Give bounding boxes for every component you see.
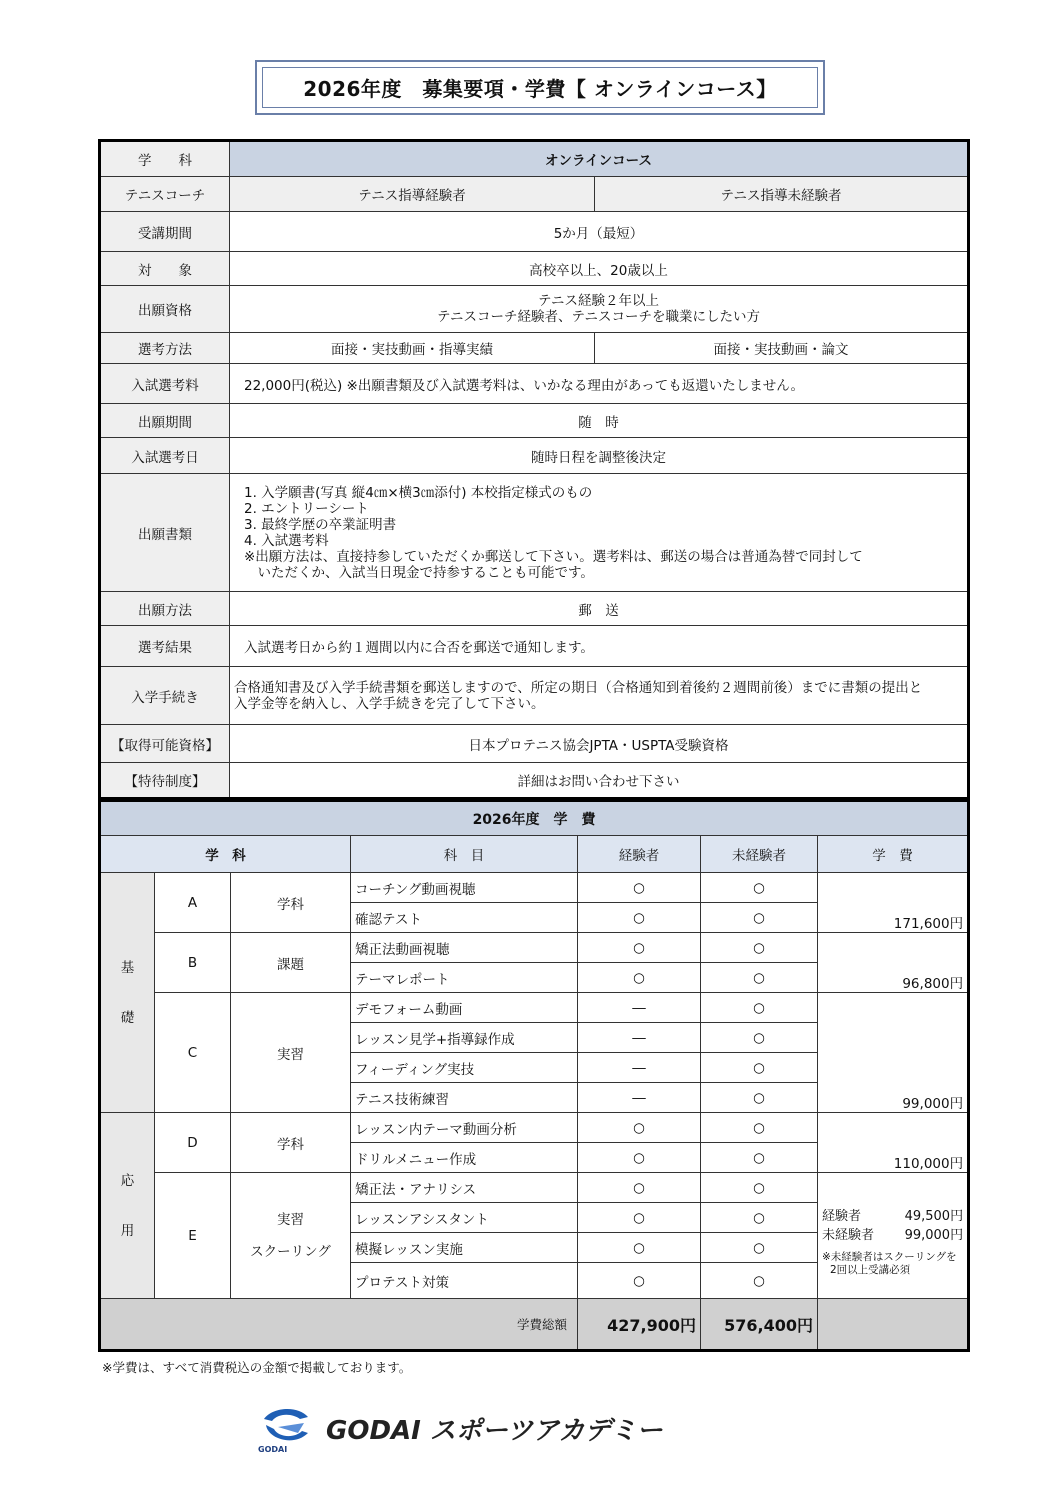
course-label: 学 科 xyxy=(100,141,230,177)
coach-label: テニスコーチ xyxy=(100,177,230,212)
inexperienced-mark: ○ xyxy=(701,1173,818,1203)
subject-cell: コーチング動画視聴 xyxy=(351,873,578,903)
inexperienced-mark: ○ xyxy=(701,1083,818,1113)
exam-date-label: 入試選考日 xyxy=(100,438,230,474)
experienced-mark: ○ xyxy=(578,963,701,993)
subject-cell: 確認テスト xyxy=(351,903,578,933)
experienced-mark: ― xyxy=(578,993,701,1023)
fee-e-exp-label: 経験者 xyxy=(822,1208,862,1224)
block-type-e-line2: スクーリング xyxy=(250,1243,331,1260)
apply-period-value: 随 時 xyxy=(230,404,969,438)
block-code-e: E xyxy=(155,1173,231,1299)
fees-header-course: 学 科 xyxy=(100,836,351,873)
block-code-b: B xyxy=(155,933,231,993)
documents-label: 出願書類 xyxy=(100,474,230,592)
total-empty xyxy=(818,1299,969,1351)
subject-cell: テニス技術練習 xyxy=(351,1083,578,1113)
block-type-e xyxy=(231,1173,351,1299)
result-value: 入試選考日から約１週間以内に合否を郵送で通知します。 xyxy=(230,626,969,667)
document-item: 3. 最終学歴の卒業証明書 xyxy=(244,516,397,533)
special-value: 詳細はお問い合わせ下さい xyxy=(230,763,969,799)
fee-e-note-line: 2回以上受講必須 xyxy=(830,1263,911,1276)
result-label: 選考結果 xyxy=(100,626,230,667)
inexperienced-mark: ○ xyxy=(701,963,818,993)
fees-header-subject: 科 目 xyxy=(351,836,578,873)
experienced-mark: ○ xyxy=(578,1113,701,1143)
fees-header-experienced: 経験者 xyxy=(578,836,701,873)
exam-fee-value: 22,000円(税込) ※出願書類及び入試選考料は、いかなる理由があっても返還いたしません。 xyxy=(230,364,969,404)
logo-small-text: GODAI xyxy=(258,1445,288,1454)
apply-period-label: 出願期間 xyxy=(100,404,230,438)
footnote: ※学費は、すべて消費税込の金額で掲載しております。 xyxy=(102,1360,412,1375)
course-value: オンラインコース xyxy=(230,141,969,177)
inexperienced-mark: ○ xyxy=(701,1203,818,1233)
fees-table xyxy=(98,799,970,1352)
fee-a: 171,600円 xyxy=(818,873,969,933)
subject-cell: 矯正法動画視聴 xyxy=(351,933,578,963)
subject-cell: プロテスト対策 xyxy=(351,1263,578,1299)
subject-cell: 矯正法・アナリシス xyxy=(351,1173,578,1203)
subject-cell: フィーディング実技 xyxy=(351,1053,578,1083)
inexperienced-mark: ○ xyxy=(701,1143,818,1173)
target-label: 対 象 xyxy=(100,252,230,286)
title-frame xyxy=(255,60,825,115)
qualification-line: テニス経験２年以上 xyxy=(538,293,659,309)
block-code-a: A xyxy=(155,873,231,933)
page-title: 2026年度 募集要項・学費【 オンラインコース】 xyxy=(262,67,818,108)
fee-e-note-line: ※未経験者はスクーリングを xyxy=(822,1250,957,1263)
period-label: 受講期間 xyxy=(100,212,230,252)
inexperienced-mark: ○ xyxy=(701,993,818,1023)
inexperienced-mark: ○ xyxy=(701,1053,818,1083)
fee-e-experienced xyxy=(822,1205,963,1224)
apply-method-value: 郵 送 xyxy=(230,592,969,626)
block-code-d: D xyxy=(155,1113,231,1173)
experienced-mark: ○ xyxy=(578,1263,701,1299)
experienced-mark: ― xyxy=(578,1023,701,1053)
exam-fee-label: 入試選考料 xyxy=(100,364,230,404)
fee-e xyxy=(818,1173,969,1299)
block-code-c: C xyxy=(155,993,231,1113)
fees-header-inexperienced: 未経験者 xyxy=(701,836,818,873)
group-applied xyxy=(100,1113,155,1299)
inexperienced-mark: ○ xyxy=(701,933,818,963)
coach-inexperienced: テニス指導未経験者 xyxy=(595,177,969,212)
group-basic xyxy=(100,873,155,1113)
documents-list xyxy=(230,474,969,592)
qualification-value xyxy=(230,286,969,333)
experienced-mark: ○ xyxy=(578,1233,701,1263)
document-item: 2. エントリーシート xyxy=(244,500,369,517)
inexperienced-mark: ○ xyxy=(701,1263,818,1299)
experienced-mark: ○ xyxy=(578,933,701,963)
qualification-line: テニスコーチ経験者、テニスコーチを職業にしたい方 xyxy=(437,309,760,325)
method-experienced: 面接・実技動画・指導実績 xyxy=(230,333,595,364)
certification-label: 【取得可能資格】 xyxy=(100,725,230,763)
inexperienced-mark: ○ xyxy=(701,1023,818,1053)
period-value: 5か月（最短） xyxy=(230,212,969,252)
block-type-c: 実習 xyxy=(231,993,351,1113)
experienced-mark: ○ xyxy=(578,1143,701,1173)
experienced-mark: ○ xyxy=(578,873,701,903)
subject-cell: 模擬レッスン実施 xyxy=(351,1233,578,1263)
subject-cell: レッスン内テーマ動画分析 xyxy=(351,1113,578,1143)
block-type-d: 学科 xyxy=(231,1113,351,1173)
group-basic-char: 基 xyxy=(120,959,135,976)
subject-cell: デモフォーム動画 xyxy=(351,993,578,1023)
inexperienced-mark: ○ xyxy=(701,873,818,903)
block-type-e-line1: 実習 xyxy=(277,1211,304,1228)
subject-cell: レッスンアシスタント xyxy=(351,1203,578,1233)
block-type-a: 学科 xyxy=(231,873,351,933)
subject-cell: ドリルメニュー作成 xyxy=(351,1143,578,1173)
fee-e-noexp-label: 未経験者 xyxy=(822,1227,875,1243)
group-basic-char: 礎 xyxy=(120,1009,135,1026)
block-type-b: 課題 xyxy=(231,933,351,993)
procedure-label: 入学手続き xyxy=(100,667,230,725)
coach-experienced: テニス指導経験者 xyxy=(230,177,595,212)
godai-logo xyxy=(258,1405,798,1455)
experienced-mark: ○ xyxy=(578,903,701,933)
subject-cell: テーマレポート xyxy=(351,963,578,993)
procedure-line: 合格通知書及び入学手続書類を郵送しますので、所定の期日（合格通知到着後約２週間前後）までに書類の提出と xyxy=(234,679,923,696)
fees-header-fee: 学 費 xyxy=(818,836,969,873)
procedure-line: 入学金等を納入し、入学手続きを完了して下さい。 xyxy=(234,695,545,712)
qualification-label: 出願資格 xyxy=(100,286,230,333)
fee-c: 99,000円 xyxy=(818,993,969,1113)
total-label: 学費総額 xyxy=(100,1299,578,1351)
experienced-mark: ○ xyxy=(578,1173,701,1203)
fee-e-note xyxy=(822,1251,963,1277)
total-experienced: 427,900円 xyxy=(578,1299,701,1351)
inexperienced-mark: ○ xyxy=(701,903,818,933)
document-item: 4. 入試選考料 xyxy=(244,532,329,549)
exam-date-value: 随時日程を調整後決定 xyxy=(230,438,969,474)
procedure-value xyxy=(230,667,969,725)
target-value: 高校卒以上、20歳以上 xyxy=(230,252,969,286)
fees-caption: 2026年度 学 費 xyxy=(100,801,969,836)
method-label: 選考方法 xyxy=(100,333,230,364)
group-applied-char: 用 xyxy=(120,1222,135,1239)
godai-logo-icon xyxy=(258,1405,798,1455)
certification-value: 日本プロテニス協会JPTA・USPTA受験資格 xyxy=(230,725,969,763)
group-applied-char: 応 xyxy=(120,1172,135,1189)
apply-method-label: 出願方法 xyxy=(100,592,230,626)
fee-b: 96,800円 xyxy=(818,933,969,993)
experienced-mark: ― xyxy=(578,1083,701,1113)
inexperienced-mark: ○ xyxy=(701,1233,818,1263)
document-note: いただくか、入試当日現金で持参することも可能です。 xyxy=(244,564,594,581)
fee-e-noexp-amount: 99,000円 xyxy=(904,1227,964,1243)
experienced-mark: ― xyxy=(578,1053,701,1083)
inexperienced-mark: ○ xyxy=(701,1113,818,1143)
total-inexperienced: 576,400円 xyxy=(701,1299,818,1351)
document-note: ※出願方法は、直接持参していただくか郵送して下さい。選考料は、郵送の場合は普通為替で同封して xyxy=(244,548,863,565)
method-inexperienced: 面接・実技動画・論文 xyxy=(595,333,969,364)
fee-e-inexperienced xyxy=(822,1224,963,1243)
fee-e-exp-amount: 49,500円 xyxy=(904,1208,964,1224)
info-table xyxy=(98,139,970,800)
special-label: 【特待制度】 xyxy=(100,763,230,799)
fee-d: 110,000円 xyxy=(818,1113,969,1173)
document-item: 1. 入学願書(写真 縦4㎝×横3㎝添付) 本校指定様式のもの xyxy=(244,484,593,501)
subject-cell: レッスン見学+指導録作成 xyxy=(351,1023,578,1053)
logo-name: GODAI スポーツアカデミー xyxy=(326,1416,663,1446)
experienced-mark: ○ xyxy=(578,1203,701,1233)
